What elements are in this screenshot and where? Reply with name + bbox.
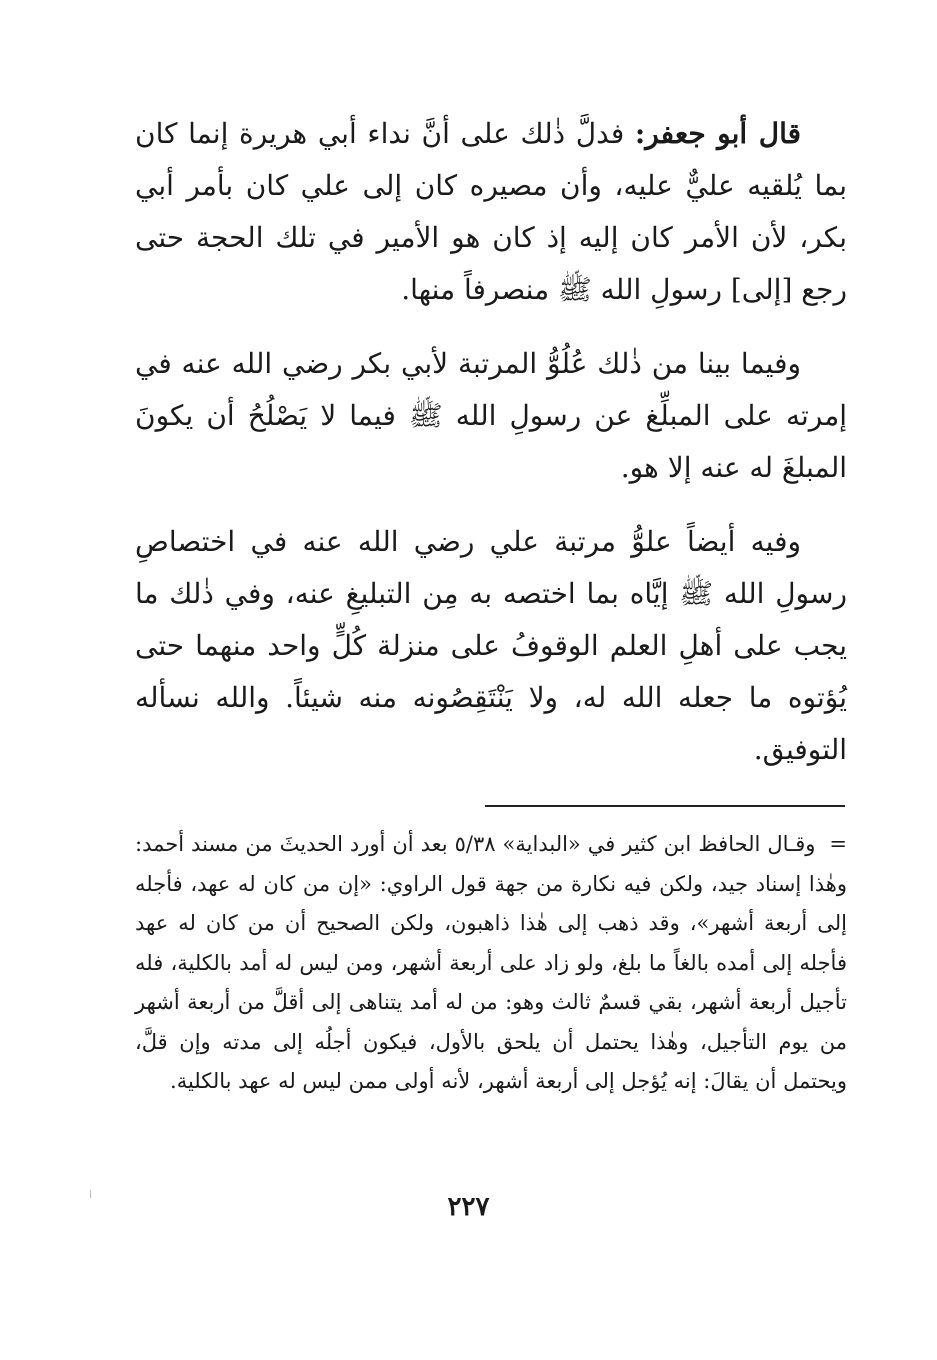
paragraph-2: وفيما بينا من ذٰلك عُلُوُّ المرتبة لأبي بكر رضي الله عنه في إمرته على المبلِّغ عن رسولِ الله ﷺ فيما لا يَصْلُحُ أن يكونَ المبلغَ له عنه إلا هو. [135, 347, 847, 484]
speaker-lead: قال أبو جعفر: [634, 117, 801, 150]
footnote-separator [485, 805, 845, 807]
paragraph-1-text: فدلَّ ذٰلك على أنَّ نداء أبي هريرة إنما كان بما يُلقيه عليٌّ عليه، وأن مصيره كان إلى علي كان بأمر أبي بكر، لأن الأمر كان إليه إذ كان هو الأمير في تلك الحجة حتى رجع [إلى] رسولِ الله ﷺ منصرفاً منها. [135, 117, 847, 306]
main-text [135, 108, 847, 798]
footnote-text: وقـال الحافظ ابن كثير في «البداية» ٥/٣٨ بعد أن أورد الحديثَ من مسند أحمد: وهٰذا إسناد جيد، ولكن فيه نكارة من جهة قول الراوي: «إن من كان له عهد، فأجله إلى أربعة أشهر»، وقد ذهب إلى هٰذا ذاهبون، ولكن الصحيح أن من كان له عهد فأجله إلى أمده بالغاً ما بلغ، ولو زاد على أربعة أشهر، ومن ليس له أمد بالكلية، فله تأجيل أربعة أشهر، بقي قسمٌ ثالث وهو: من له أمد يتناهى إلى أقلَّ من أربعة أشهر من يوم التأجيل، وهٰذا يحتمل أن يلحق بالأول، فيكون أجلُه إلى مدته وإن قلَّ، ويحتمل أن يقالَ: إنه يُؤجل إلى أربعة أشهر، لأنه أولى ممن ليس له عهد بالكلية. [135, 832, 848, 1093]
continuation-marker: = [829, 832, 847, 856]
page-number: ٢٢٧ [447, 1192, 490, 1222]
paragraph-1 [135, 108, 847, 316]
scan-edge-mark [90, 1190, 91, 1198]
paragraph-3: وفيه أيضاً علوُّ مرتبة علي رضي الله عنه في اختصاصِ رسولِ الله ﷺ إيَّاه بما اختصه به مِن التبليغِ عنه، وفي ذٰلك ما يجب على أهلِ العلم الوقوفُ على منزلة كُلٍّ واحد منهما حتى يُؤتوه ما جعله الله له، ولا يَنْتَقِصُونه منه شيئاً. والله نسأله التوفيق. [135, 525, 847, 766]
footnote-paragraph [135, 825, 847, 1102]
footnote [135, 825, 847, 1102]
